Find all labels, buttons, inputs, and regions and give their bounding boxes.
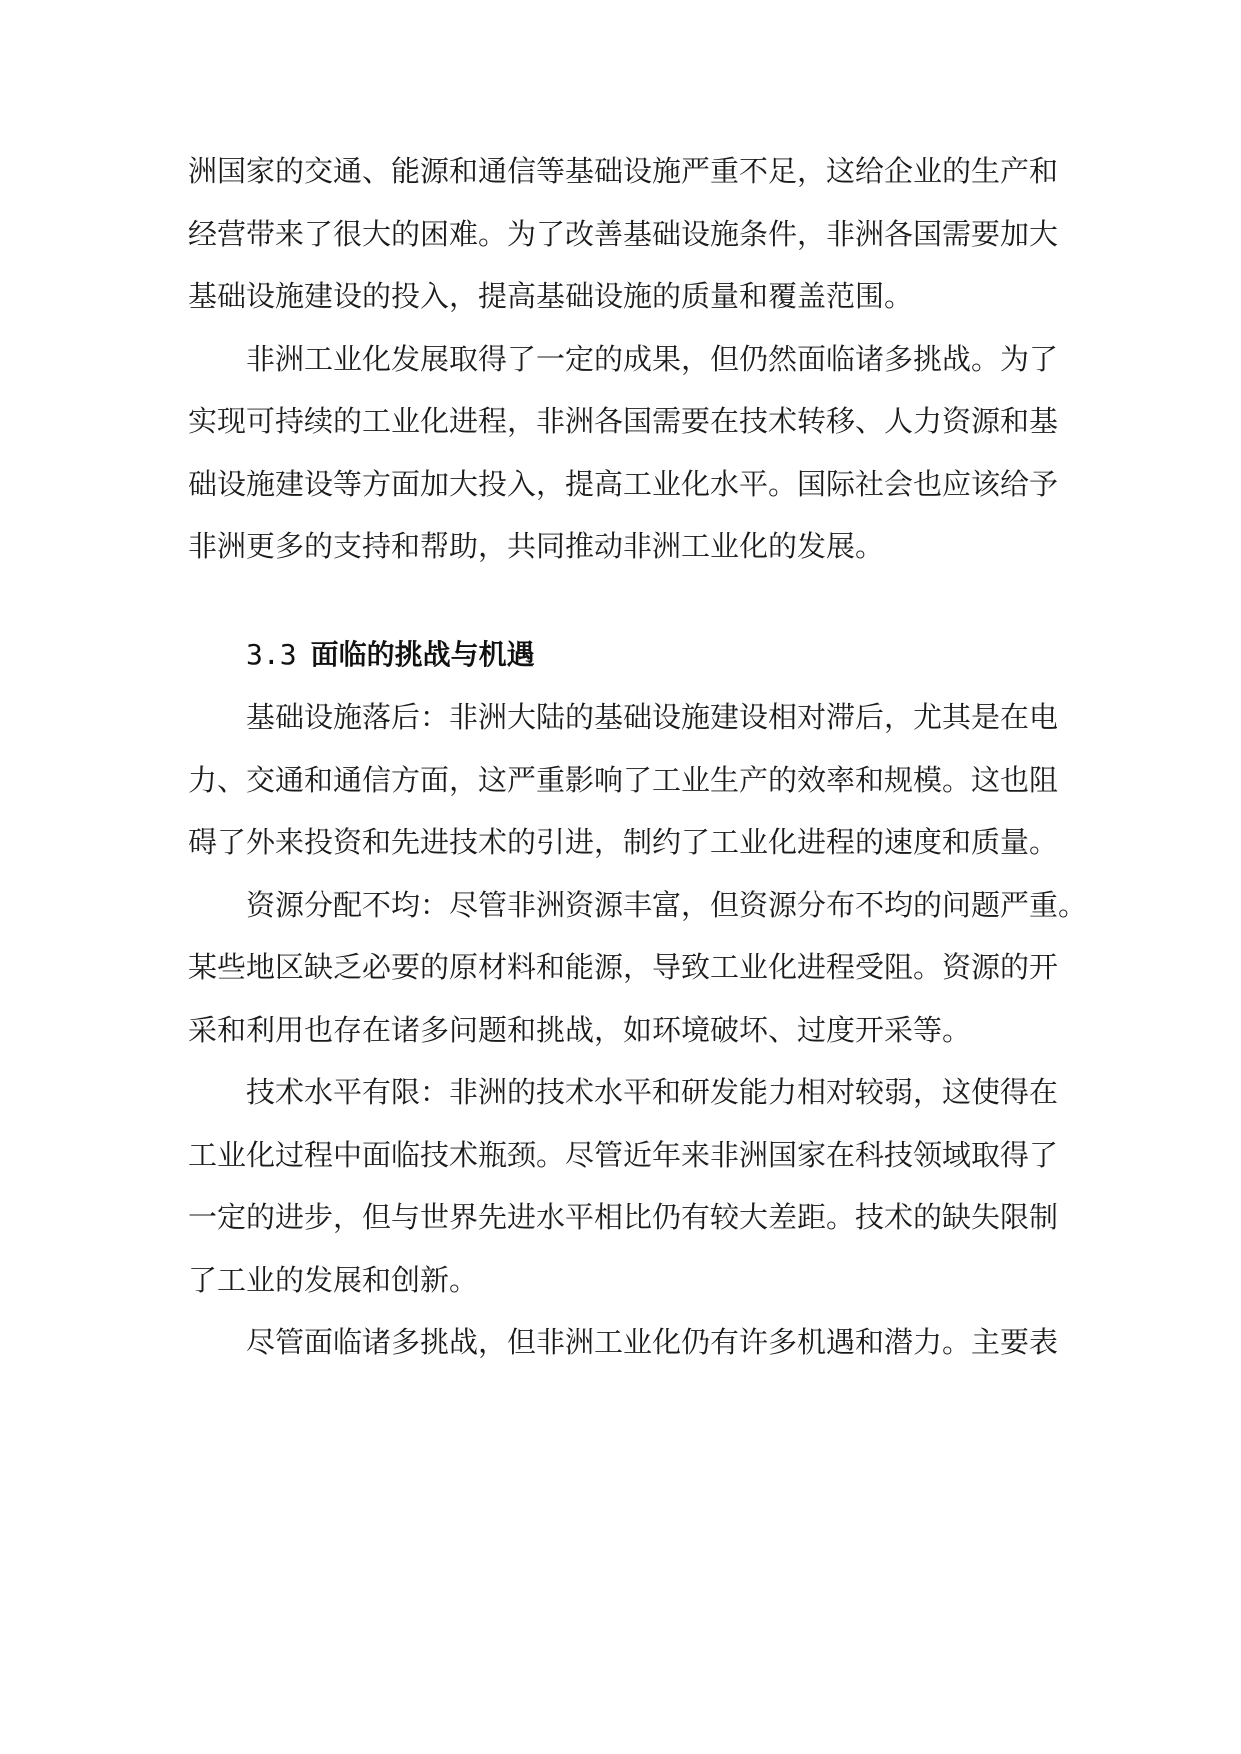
paragraph-technology-level — [188, 1061, 1059, 1311]
paragraph-infrastructure-lag — [188, 686, 1059, 874]
text-line: 某些地区缺乏必要的原材料和能源，导致工业化进程受阻。资源的开 — [188, 950, 1059, 984]
paragraph-infrastructure-investment — [188, 140, 1059, 328]
text-line: 洲国家的交通、能源和通信等基础设施严重不足，这给企业的生产和 — [188, 154, 1059, 188]
text-line: 力、交通和通信方面，这严重影响了工业生产的效率和规模。这也阻 — [188, 762, 1059, 797]
paragraph-industrialization-summary — [188, 328, 1059, 578]
text-line: 资源分配不均：尽管非洲资源丰富，但资源分布不均的问题严重。 — [246, 887, 1088, 922]
text-line: 实现可持续的工业化进程，非洲各国需要在技术转移、人力资源和基 — [188, 404, 1059, 438]
text-line: 尽管面临诸多挑战，但非洲工业化仍有许多机遇和潜力。主要表 — [246, 1325, 1059, 1359]
section-spacer — [188, 578, 1056, 624]
text-line: 经营带来了很大的困难。为了改善基础设施条件，非洲各国需要加大 — [188, 216, 1059, 251]
text-line: 非洲工业化发展取得了一定的成果，但仍然面临诸多挑战。为了 — [246, 341, 1059, 376]
paragraph-opportunities — [188, 1311, 1059, 1374]
page-content — [188, 140, 1088, 1374]
section-number: 3.3 — [246, 637, 297, 671]
section-title: 面临的挑战与机遇 — [310, 637, 535, 671]
text-line: 非洲更多的支持和帮助，共同推动非洲工业化的发展。 — [188, 529, 885, 563]
text-line: 一定的进步，但与世界先进水平相比仍有较大差距。技术的缺失限制 — [188, 1200, 1059, 1234]
text-line: 技术水平有限：非洲的技术水平和研发能力相对较弱，这使得在 — [246, 1075, 1059, 1109]
text-line: 基础设施落后：非洲大陆的基础设施建设相对滞后，尤其是在电 — [246, 700, 1059, 734]
section-heading — [188, 624, 1056, 687]
text-line: 工业化过程中面临技术瓶颈。尽管近年来非洲国家在科技领域取得了 — [188, 1137, 1059, 1172]
paragraph-resource-distribution — [188, 874, 1088, 1062]
text-line: 础设施建设等方面加大投入，提高工业化水平。国际社会也应该给予 — [188, 466, 1059, 501]
text-line: 了工业的发展和创新。 — [188, 1262, 479, 1297]
text-line: 碍了外来投资和先进技术的引进，制约了工业化进程的速度和质量。 — [188, 825, 1059, 859]
text-line: 基础设施建设的投入，提高基础设施的质量和覆盖范围。 — [188, 279, 914, 313]
text-line: 采和利用也存在诸多问题和挑战，如环境破坏、过度开采等。 — [188, 1012, 972, 1047]
